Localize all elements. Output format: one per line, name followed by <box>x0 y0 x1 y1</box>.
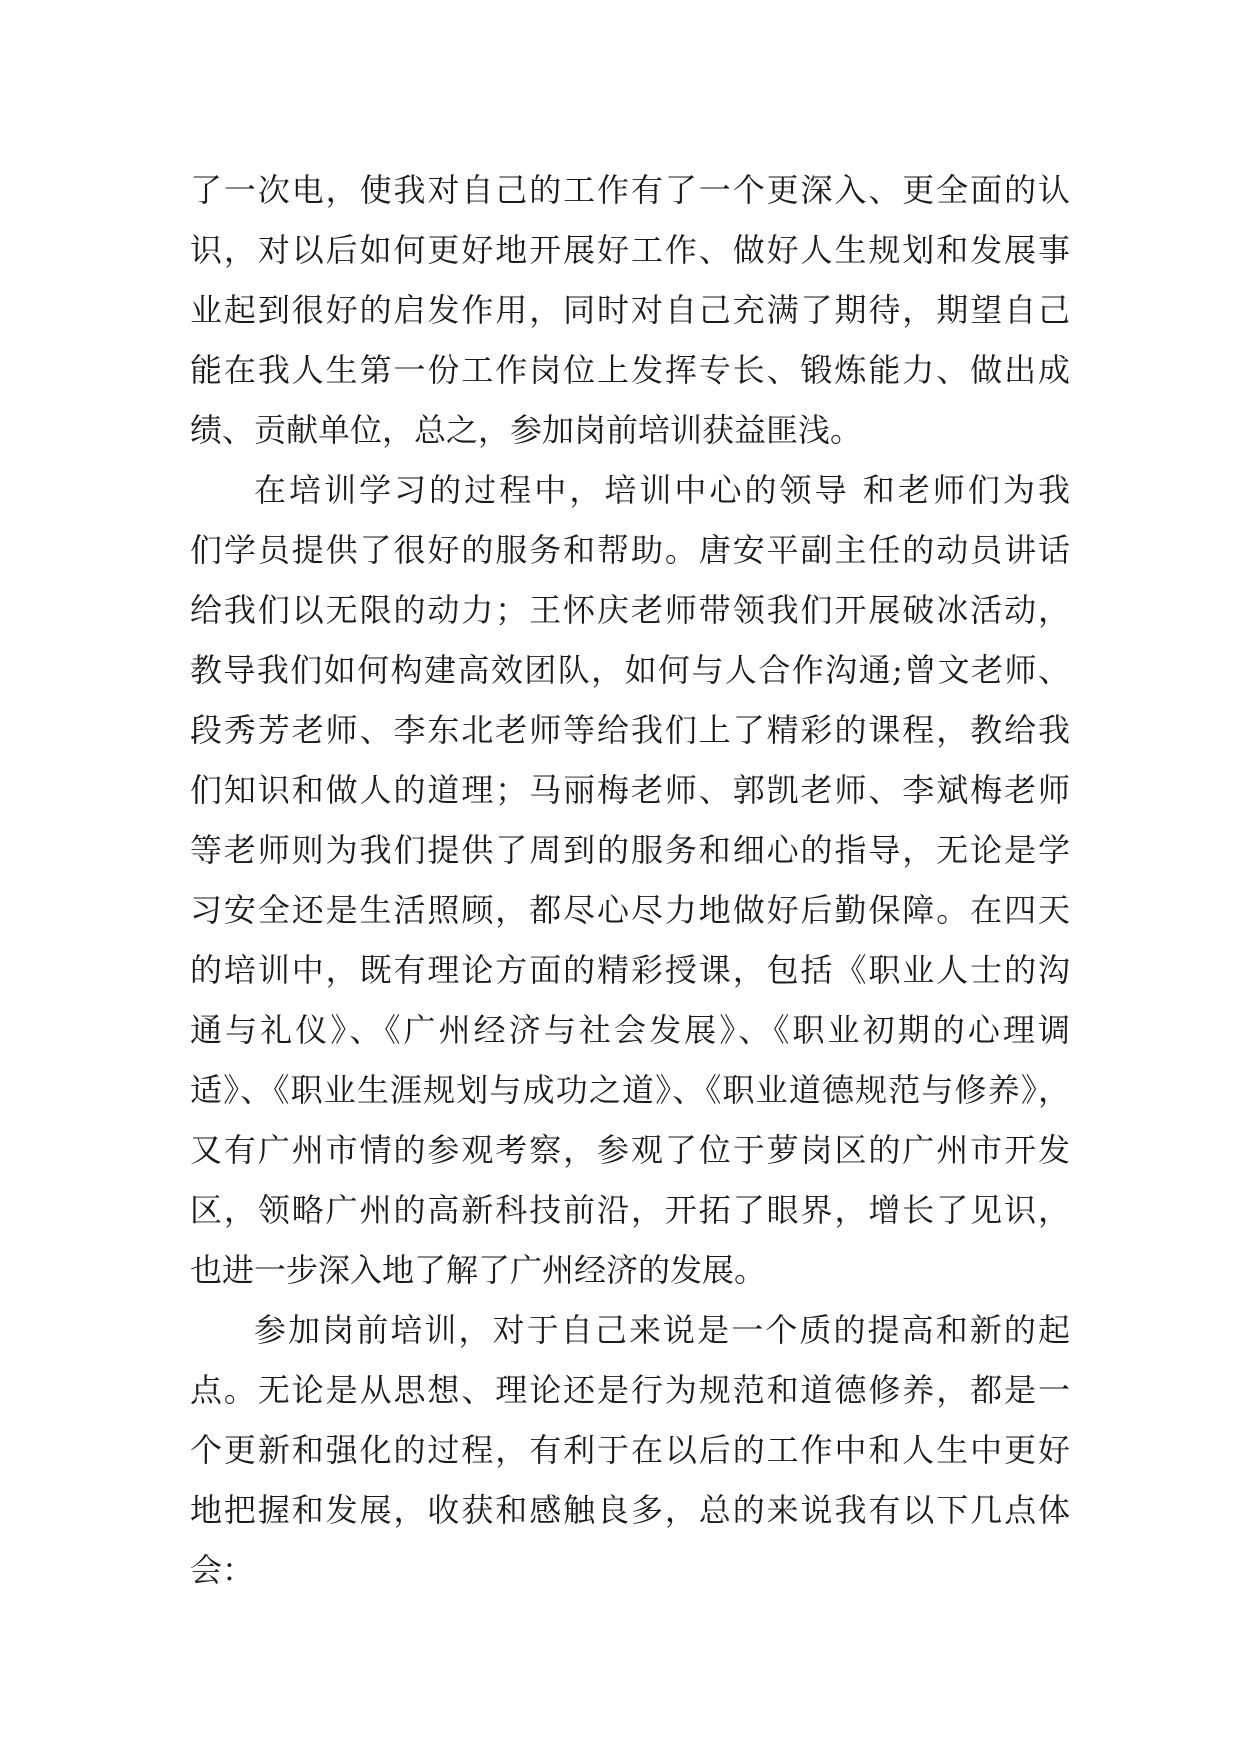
text-line: 的培训中，既有理论方面的精彩授课，包括《职业人士的沟 <box>190 951 1070 989</box>
text-line: 们知识和做人的道理；马丽梅老师、郭凯老师、李斌梅老师 <box>190 771 1070 809</box>
text-line: 点。无论是从思想、理论还是行为规范和道德修养，都是一 <box>190 1371 1070 1409</box>
text-line: 参加岗前培训，对于自己来说是一个质的提高和新的起 <box>254 1311 1070 1349</box>
text-line: 地把握和发展，收获和感触良多，总的来说我有以下几点体 <box>190 1491 1070 1529</box>
body-text <box>190 160 1070 1600</box>
text-line: 段秀芳老师、李东北老师等给我们上了精彩的课程，教给我 <box>190 711 1070 749</box>
text-line: 能在我人生第一份工作岗位上发挥专长、锻炼能力、做出成 <box>190 351 1070 389</box>
text-line: 给我们以无限的动力；王怀庆老师带领我们开展破冰活动， <box>190 591 1070 629</box>
text-line: 习安全还是生活照顾，都尽心尽力地做好后勤保障。在四天 <box>190 891 1070 929</box>
text-line: 识，对以后如何更好地开展好工作、做好人生规划和发展事 <box>190 231 1070 269</box>
text-line: 区，领略广州的高新科技前沿，开拓了眼界，增长了见识， <box>190 1191 1070 1229</box>
text-line: 会： <box>190 1551 255 1589</box>
text-line: 适》、《职业生涯规划与成功之道》、《职业道德规范与修养》， <box>190 1071 1070 1109</box>
text-line: 等老师则为我们提供了周到的服务和细心的指导，无论是学 <box>190 831 1070 869</box>
text-line: 在培训学习的过程中，培训中心的领导 和老师们为我 <box>254 471 1070 509</box>
text-line: 教导我们如何构建高效团队，如何与人合作沟通;曾文老师、 <box>190 651 1070 689</box>
text-line: 们学员提供了很好的服务和帮助。唐安平副主任的动员讲话 <box>190 531 1070 569</box>
text-line: 通与礼仪》、《广州经济与社会发展》、《职业初期的心理调 <box>190 1011 1070 1049</box>
text-line: 了一次电，使我对自己的工作有了一个更深入、更全面的认 <box>190 171 1070 209</box>
text-line: 绩、贡献单位，总之，参加岗前培训获益匪浅。 <box>190 411 863 449</box>
text-line: 又有广州市情的参观考察，参观了位于萝岗区的广州市开发 <box>190 1131 1070 1169</box>
text-line: 也进一步深入地了解了广州经济的发展。 <box>190 1251 767 1289</box>
text-line: 个更新和强化的过程，有利于在以后的工作中和人生中更好 <box>190 1431 1070 1469</box>
text-line: 业起到很好的启发作用，同时对自己充满了期待，期望自己 <box>190 291 1070 329</box>
